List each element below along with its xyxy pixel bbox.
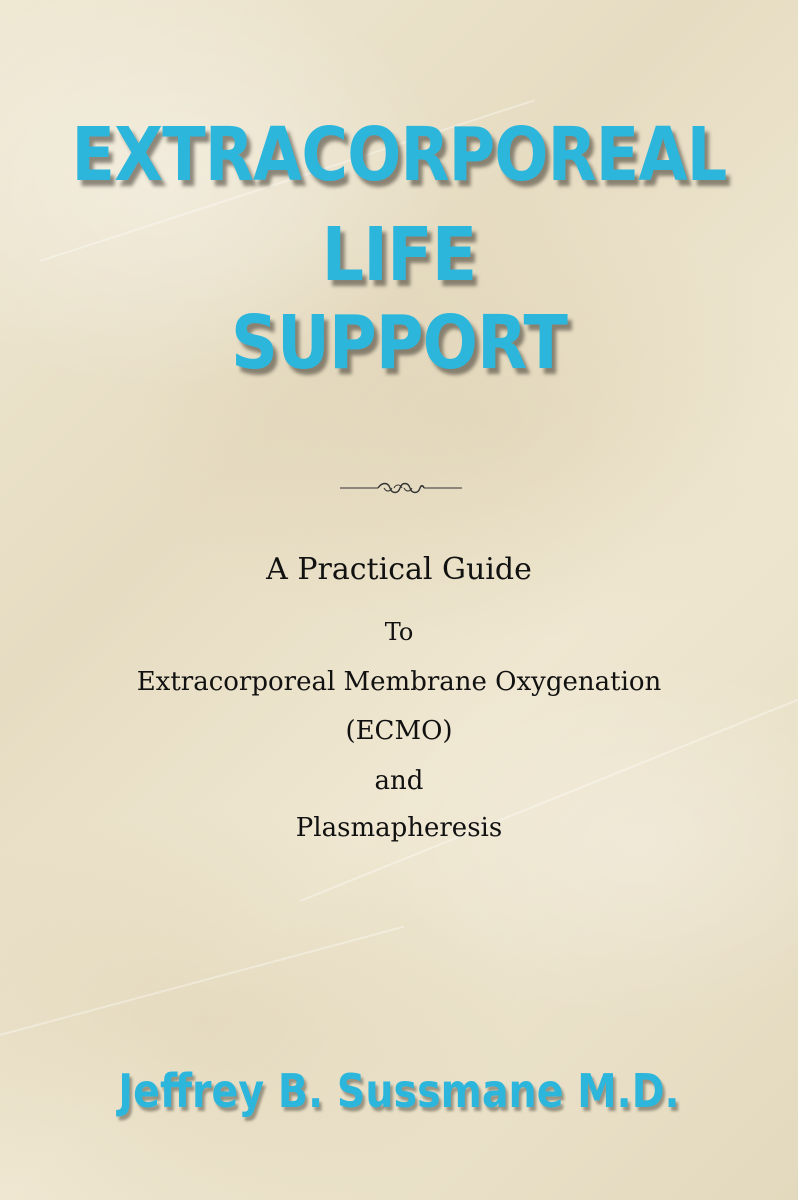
subtitle-line-and: and bbox=[374, 766, 424, 796]
subtitle: A Practical Guide bbox=[266, 552, 532, 587]
subtitle-line-ecmo-full: Extracorporeal Membrane Oxygenation bbox=[136, 667, 662, 697]
scroll-flourish-icon bbox=[340, 478, 462, 498]
texture-streak bbox=[0, 926, 404, 1052]
title-line-1: EXTRACORPOREAL bbox=[71, 112, 727, 198]
subtitle-line-plasmapheresis: Plasmapheresis bbox=[295, 813, 503, 843]
author-name: Jeffrey B. Sussmane M.D. bbox=[118, 1064, 680, 1118]
subtitle-line-to: To bbox=[384, 618, 414, 646]
title-line-2: LIFE bbox=[321, 212, 477, 298]
title-line-3: SUPPORT bbox=[230, 300, 568, 386]
subtitle-line-ecmo: (ECMO) bbox=[345, 716, 453, 746]
